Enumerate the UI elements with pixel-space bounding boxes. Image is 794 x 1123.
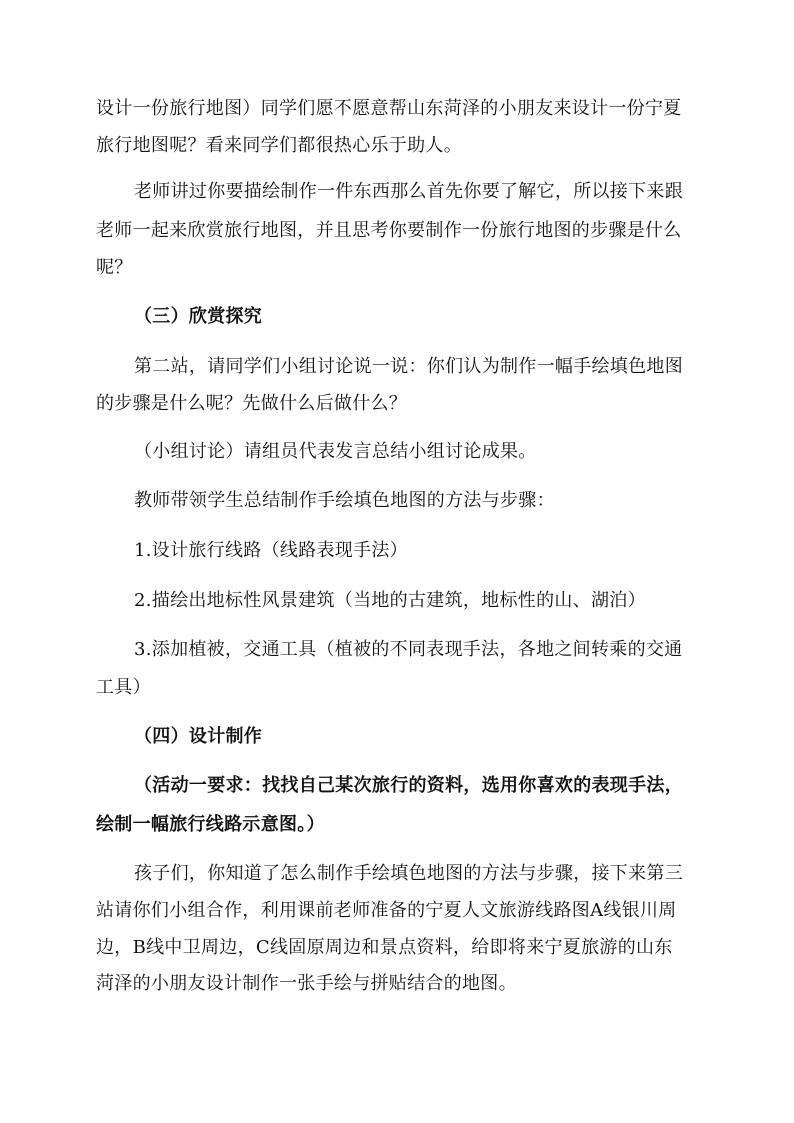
paragraph-line: 菏泽的小朋友设计制作一张手绘与拼贴结合的地图。 <box>96 973 517 994</box>
paragraph-line: 的步骤是什么呢？先做什么后做什么？ <box>96 393 408 414</box>
paragraph-line: 边，B线中卫周边，C线固原周边和景点资料，给即将来宁夏旅游的山东 <box>96 937 673 958</box>
section-heading: （四）设计制作 <box>134 726 263 747</box>
paragraph-line: 孩子们，你知道了怎么制作手绘填色地图的方法与步骤，接下来第三 <box>134 863 683 884</box>
step-item: 1.设计旅行线路（线路表现手法） <box>134 540 408 561</box>
paragraph-line: 老师讲过你要描绘制作一件东西那么首先你要了解它，所以接下来跟 <box>134 181 683 202</box>
paragraph-line: 旅行地图呢？看来同学们都很热心乐于助人。 <box>96 135 462 156</box>
step-item: 3.添加植被，交通工具（植被的不同表现手法，各地之间转乘的交通 <box>134 639 683 660</box>
section-heading: （三）欣赏探究 <box>134 306 263 327</box>
paragraph-line: 呢？ <box>96 257 133 278</box>
paragraph-line: 站请你们小组合作，利用课前老师准备的宁夏人文旅游线路图A线银川周 <box>96 900 677 921</box>
paragraph-line: 教师带领学生总结制作手绘填色地图的方法与步骤： <box>134 490 555 511</box>
paragraph-line: （小组讨论）请组员代表发言总结小组讨论成果。 <box>134 441 537 462</box>
step-item-continuation: 工具） <box>96 677 151 698</box>
activity-requirement: （活动一要求：找找自己某次旅行的资料，选用你喜欢的表现手法， <box>134 775 683 796</box>
paragraph-line: 第二站，请同学们小组讨论说一说：你们认为制作一幅手绘填色地图 <box>134 356 683 377</box>
step-item: 2.描绘出地标性风景建筑（当地的古建筑，地标性的山、湖泊） <box>134 590 646 611</box>
paragraph-line: 老师一起来欣赏旅行地图，并且思考你要制作一份旅行地图的步骤是什么 <box>96 220 682 241</box>
activity-requirement: 绘制一幅旅行线路示意图。） <box>96 814 325 835</box>
paragraph-line: 设计一份旅行地图）同学们愿不愿意帮山东菏泽的小朋友来设计一份宁夏 <box>96 98 682 119</box>
